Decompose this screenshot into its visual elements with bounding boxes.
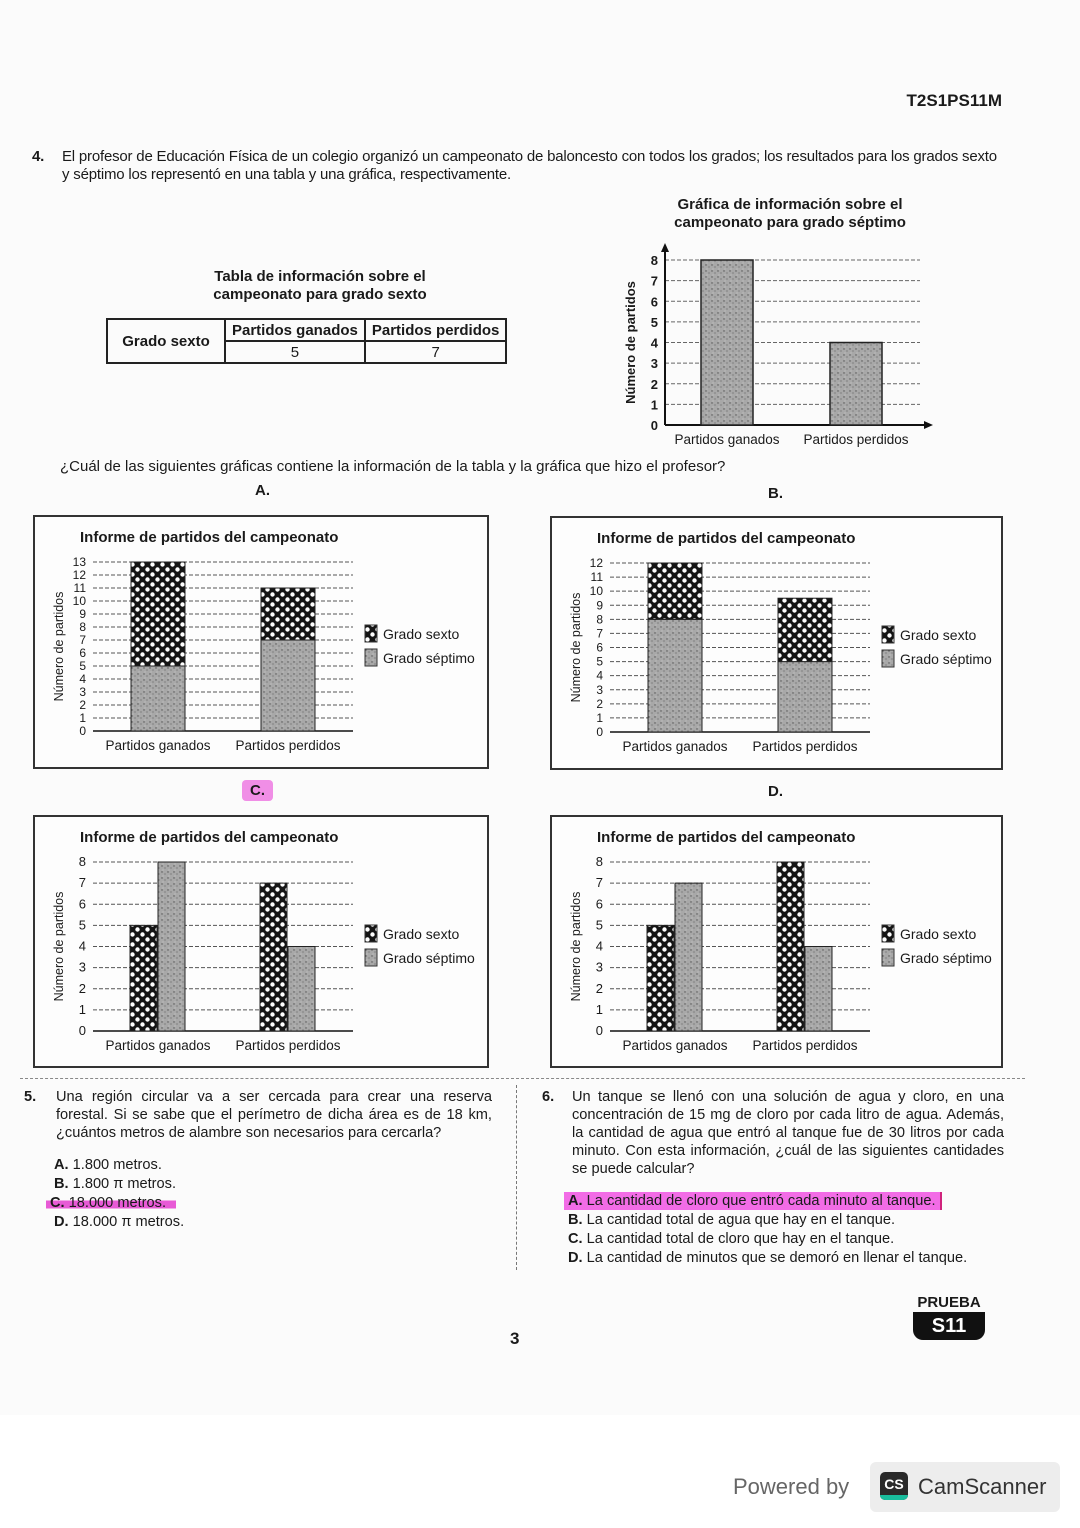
legend-label: Grado sexto: [383, 926, 460, 942]
y-tick-label: 5: [79, 659, 86, 673]
y-axis-label: Número de partidos: [52, 591, 66, 702]
column-divider: [516, 1085, 517, 1270]
y-tick-label: 0: [596, 725, 603, 739]
y-tick-label: 9: [79, 607, 86, 621]
y-tick-label: 3: [78, 959, 86, 975]
y-tick-label: 9: [596, 598, 603, 613]
answer-options: [50, 1156, 492, 1232]
bar-segment: [778, 662, 832, 732]
y-tick-label: 8: [78, 854, 86, 869]
table-row-header: Grado sexto: [107, 319, 225, 363]
legend-swatch: [882, 650, 894, 667]
chart-svg-a: [35, 517, 487, 767]
bar: [288, 947, 315, 1032]
y-axis-label: Número de partidos: [569, 592, 583, 703]
chart-title: Informe de partidos del campeonato: [80, 829, 339, 846]
y-tick-label: 0: [79, 724, 86, 738]
bar: [777, 862, 804, 1031]
legend-swatch: [365, 649, 377, 666]
y-tick-label: 7: [596, 626, 603, 641]
x-tick-label: Partidos perdidos: [752, 739, 858, 754]
option-b-label[interactable]: B.: [768, 485, 783, 502]
answer-option-d[interactable]: [54, 1213, 492, 1232]
legend-swatch: [365, 625, 377, 642]
page-number: 3: [510, 1329, 520, 1348]
option-letter: A.: [54, 1157, 69, 1173]
x-axis-arrow-icon: [924, 421, 933, 429]
reference-title-line1: Gráfica de información sobre el: [677, 196, 903, 213]
table-cell: 5: [225, 341, 365, 363]
x-tick-label: Partidos ganados: [105, 1038, 211, 1053]
bar-segment: [778, 598, 832, 661]
y-tick-label: 6: [79, 646, 86, 660]
answer-option-a[interactable]: [54, 1156, 492, 1175]
x-tick-label: Partidos ganados: [622, 739, 728, 754]
table-col-header: Partidos ganados: [225, 319, 365, 341]
y-axis-label: Número de partidos: [623, 281, 638, 404]
y-axis-label: Número de partidos: [52, 891, 66, 1002]
legend-swatch: [365, 925, 377, 942]
y-tick-label: 4: [595, 938, 603, 954]
y-axis-arrow-icon: [661, 243, 669, 252]
y-tick-label: 2: [79, 698, 86, 712]
option-text: La cantidad de cloro que entró cada minuto al tanque.: [586, 1193, 936, 1209]
legend-swatch: [365, 949, 377, 966]
option-text: 18.000 π metros.: [72, 1214, 185, 1230]
option-text: 1.800 π metros.: [72, 1176, 177, 1192]
chart-svg-d: [552, 817, 1004, 1067]
answer-option-b[interactable]: [54, 1175, 492, 1194]
option-letter: D.: [568, 1250, 583, 1266]
y-tick-label: 7: [650, 273, 658, 289]
question-number: 5.: [24, 1089, 37, 1105]
y-tick-label: 2: [650, 376, 658, 392]
question-text: El profesor de Educación Física de un colegio organizó un campeonato de baloncesto con todos los grados; los resultados para los grados sexto y séptimo los representó en una tabla y una gráfica, respectivamente.: [62, 148, 997, 183]
y-tick-label: 3: [595, 959, 603, 975]
chart-title: Informe de partidos del campeonato: [597, 530, 856, 547]
x-tick-label: Partidos ganados: [622, 1038, 728, 1053]
bar-segment: [261, 640, 315, 731]
bar: [647, 925, 674, 1031]
x-tick-label: Partidos ganados: [674, 432, 780, 447]
reference-chart-title: [640, 196, 940, 232]
y-tick-label: 2: [595, 980, 603, 996]
reference-title-line2: campeonato para grado séptimo: [674, 214, 906, 231]
option-letter: B.: [54, 1176, 69, 1192]
y-tick-label: 7: [78, 875, 86, 891]
question-6: [542, 1088, 1004, 1268]
answer-option-d[interactable]: [568, 1249, 1004, 1268]
y-tick-label: 0: [78, 1023, 86, 1038]
option-a-label[interactable]: A.: [255, 482, 270, 499]
legend-label: Grado sexto: [900, 926, 977, 942]
question-number: 6.: [542, 1089, 555, 1105]
x-tick-label: Partidos perdidos: [752, 1038, 858, 1053]
question-5: [24, 1088, 492, 1232]
y-tick-label: 3: [596, 682, 603, 697]
option-text: 18.000 metros.: [68, 1195, 167, 1211]
prueba-badge: [898, 1294, 1000, 1340]
question-text: Una región circular va a ser cercada para crear una reserva forestal. Si se sabe que el perímetro de dicha área es de 18 km, ¿cuántos metros de alambre son necesarios para cercarla?: [56, 1089, 492, 1141]
question-4: [32, 148, 1007, 184]
option-text: 1.800 metros.: [72, 1157, 162, 1173]
bar-segment: [261, 588, 315, 640]
y-tick-label: 12: [72, 568, 86, 582]
y-tick-label: 1: [650, 397, 658, 413]
chart-title: Informe de partidos del campeonato: [80, 529, 339, 546]
option-text: La cantidad total de agua que hay en el tanque.: [586, 1212, 895, 1228]
prueba-label: PRUEBA: [917, 1294, 981, 1311]
camscanner-logo-icon: CS: [880, 1472, 908, 1500]
bar-segment: [648, 619, 702, 732]
y-tick-label: 12: [589, 556, 603, 570]
option-a-chart[interactable]: [33, 515, 489, 769]
y-tick-label: 8: [595, 854, 603, 869]
legend-label: Grado séptimo: [383, 950, 475, 966]
answer-option-c[interactable]: [568, 1230, 1004, 1249]
y-tick-label: 4: [596, 668, 603, 683]
bar-segment: [131, 666, 185, 731]
legend-label: Grado séptimo: [383, 650, 475, 666]
y-tick-label: 3: [650, 356, 658, 372]
table-title-line2: campeonato para grado sexto: [213, 286, 427, 303]
bar: [830, 343, 882, 426]
section-divider: [20, 1078, 1025, 1079]
option-letter: C.: [50, 1195, 65, 1211]
option-letter: B.: [568, 1212, 583, 1228]
y-tick-label: 8: [596, 612, 603, 627]
y-tick-label: 1: [79, 711, 86, 725]
option-d-chart[interactable]: [550, 815, 1003, 1068]
y-tick-label: 2: [596, 696, 603, 711]
option-b-chart[interactable]: [550, 516, 1003, 770]
table-title: [180, 268, 460, 304]
legend-swatch: [882, 626, 894, 643]
y-tick-label: 6: [650, 294, 658, 310]
y-tick-label: 0: [650, 418, 658, 433]
y-tick-label: 1: [596, 710, 603, 725]
y-tick-label: 1: [595, 1001, 603, 1017]
option-d-label[interactable]: D.: [768, 783, 783, 800]
answer-options: [568, 1192, 1004, 1268]
legend-swatch: [882, 925, 894, 942]
x-tick-label: Partidos perdidos: [235, 1038, 341, 1053]
chart-title: Informe de partidos del campeonato: [597, 829, 856, 846]
answer-option-a-highlighted[interactable]: [568, 1192, 1004, 1211]
option-c-label-highlighted[interactable]: C.: [242, 780, 273, 801]
question-text: Un tanque se llenó con una solución de agua y cloro, en una concentración de 15 mg de cloro por cada litro de agua. Además, la cantidad de agua que entró al tanque fue de 30 litros por cada minuto. Con esta información, ¿cuál de las siguientes cantidades se puede calcular?: [572, 1089, 1004, 1177]
y-tick-label: 8: [79, 620, 86, 634]
option-letter: D.: [54, 1214, 69, 1230]
y-axis-label: Número de partidos: [569, 891, 583, 1002]
y-tick-label: 0: [595, 1023, 603, 1038]
table-cell: 7: [365, 341, 507, 363]
bar: [158, 862, 185, 1031]
y-tick-label: 6: [78, 896, 86, 912]
bar-segment: [131, 562, 185, 666]
powered-by-text: Powered by: [733, 1474, 850, 1499]
y-tick-label: 7: [595, 875, 603, 891]
legend-swatch: [882, 949, 894, 966]
question-number: 4.: [32, 148, 45, 165]
option-c-chart[interactable]: [33, 815, 489, 1068]
bar-segment: [648, 563, 702, 619]
answer-option-b[interactable]: [568, 1211, 1004, 1230]
y-tick-label: 6: [596, 640, 603, 655]
x-tick-label: Partidos ganados: [105, 738, 211, 753]
bar: [675, 883, 702, 1031]
option-letter: C.: [568, 1231, 583, 1247]
camscanner-name: CamScanner: [918, 1474, 1047, 1499]
y-tick-label: 3: [79, 685, 86, 699]
sexto-table: [106, 318, 507, 364]
question-4-prompt: ¿Cuál de las siguientes gráficas contiene la información de la tabla y la gráfica que hizo el profesor?: [60, 458, 726, 475]
chart-svg-c: [35, 817, 487, 1067]
y-tick-label: 1: [78, 1001, 86, 1017]
bar: [130, 925, 157, 1031]
option-text: La cantidad total de cloro que hay en el tanque.: [586, 1231, 895, 1247]
y-tick-label: 8: [650, 253, 658, 268]
y-tick-label: 7: [79, 633, 86, 647]
x-tick-label: Partidos perdidos: [803, 432, 909, 447]
y-tick-label: 5: [595, 917, 603, 933]
reference-bar-chart: [615, 240, 935, 450]
legend-label: Grado séptimo: [900, 950, 992, 966]
y-tick-label: 10: [72, 594, 86, 608]
y-tick-label: 10: [589, 584, 603, 599]
y-tick-label: 4: [650, 335, 658, 351]
bar: [701, 260, 753, 425]
bar: [260, 883, 287, 1031]
test-code: T2S1PS11M: [906, 91, 1002, 110]
y-tick-label: 11: [73, 581, 86, 595]
camscanner-badge[interactable]: [870, 1462, 1060, 1512]
y-tick-label: 5: [78, 917, 86, 933]
y-tick-label: 11: [590, 570, 603, 585]
answer-option-c-highlighted[interactable]: [50, 1194, 492, 1213]
y-tick-label: 13: [72, 555, 86, 569]
legend-label: Grado sexto: [383, 626, 460, 642]
y-tick-label: 4: [78, 938, 86, 954]
bar: [805, 947, 832, 1032]
y-tick-label: 6: [595, 896, 603, 912]
y-tick-label: 5: [650, 314, 658, 330]
option-text: La cantidad de minutos que se demoró en llenar el tanque.: [586, 1250, 968, 1266]
y-tick-label: 4: [79, 672, 86, 686]
x-tick-label: Partidos perdidos: [235, 738, 341, 753]
legend-label: Grado séptimo: [900, 651, 992, 667]
option-letter: A.: [568, 1193, 583, 1209]
prueba-code: S11: [913, 1312, 985, 1340]
chart-svg-b: [552, 518, 1004, 768]
table-title-line1: Tabla de información sobre el: [214, 268, 426, 285]
y-tick-label: 2: [78, 980, 86, 996]
legend-label: Grado sexto: [900, 627, 977, 643]
y-tick-label: 5: [596, 654, 603, 669]
table-col-header: Partidos perdidos: [365, 319, 507, 341]
